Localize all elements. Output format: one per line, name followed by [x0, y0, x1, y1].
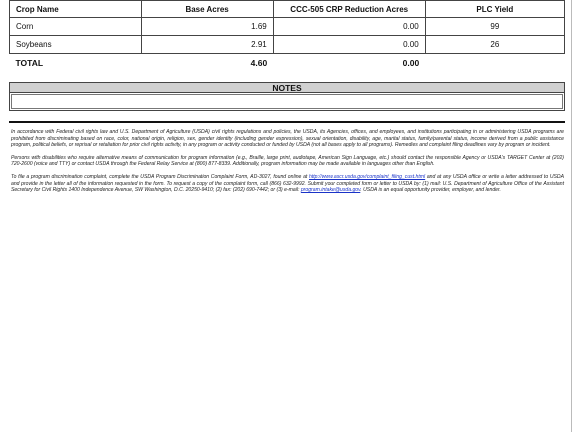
program-intake-email-link[interactable]: program.intake@usda.gov [300, 187, 361, 194]
legal-text: and at any USDA office or write a letter addressed to USDA and provide in the letter all of the information requested in the form. To request a copy of the complaint form, call (866) 632-9992. Submit your completed form or letter to USDA by: (1) mail: U.S. Department of Agriculture Office of the Assistant Secretary for Civil Rights 1400 Independence Avenue, SW Washington, D.C. 20250-9410; (2) fax: (202) 690-7442; or (3) e-mail: [11, 173, 564, 194]
legal-paragraph-1: In accordance with Federal civil rights law and U.S. Department of Agriculture (USDA) civil rights regulations and policies, the USDA, its Agencies, offices, and employees, and institutions participating in or administering USDA programs are prohibited from discriminating based on race, color, national origin, religion, sex, gender identity (including gender expression), sexual orientation, disability, age, marital status, family/parental status, income derived from a public assistance program, political beliefs, or reprisal or retaliation for prior civil rights activity, in any program or activity conducted or funded by USDA (not all bases apply to all programs). Remedies and complaint filing deadlines vary by program or incident. [11, 129, 564, 149]
cell-crop: Corn [10, 18, 142, 36]
total-plc-yield-empty [425, 54, 564, 73]
header-crp-reduction: CCC-505 CRP Reduction Acres [273, 1, 425, 18]
cell-crp-reduction: 0.00 [273, 36, 425, 54]
notes-heading: NOTES [9, 82, 565, 93]
legal-paragraph-3 [11, 174, 564, 194]
notes-box [9, 93, 565, 111]
header-crop-name: Crop Name [10, 1, 142, 18]
legal-text: To file a program discrimination complaint, complete the USDA Program Discrimination Complaint Form, AD-3027, found online at [11, 173, 309, 180]
nondiscrimination-statement [11, 129, 564, 200]
cell-base-acres: 2.91 [141, 36, 273, 54]
header-base-acres: Base Acres [141, 1, 273, 18]
total-label: TOTAL [15, 58, 44, 68]
section-divider [9, 121, 565, 123]
cell-crp-reduction: 0.00 [273, 18, 425, 36]
table-row [10, 18, 565, 36]
total-base-acres: 4.60 [250, 58, 268, 68]
header-plc-yield: PLC Yield [425, 1, 564, 18]
table-header-row [10, 1, 565, 18]
crop-acres-table [9, 0, 565, 72]
table-row [10, 36, 565, 54]
total-row [10, 54, 565, 73]
cell-crop: Soybeans [10, 36, 142, 54]
legal-text: . USDA is an equal opportunity provider, employer, and lender. [360, 187, 501, 194]
notes-content [11, 94, 563, 109]
page-edge [571, 0, 572, 432]
total-crp-reduction: 0.00 [402, 58, 420, 68]
cell-plc-yield: 99 [425, 18, 564, 36]
complaint-form-link[interactable]: http://www.ascr.usda.gov/complaint_filing_cust.html [309, 173, 426, 180]
cell-base-acres: 1.69 [141, 18, 273, 36]
legal-paragraph-2: Persons with disabilities who require alternative means of communication for program information (e.g., Braille, large print, audiotape, American Sign Language, etc.) should contact the responsible Agency or USDA's TARGET Center at (202) 720-2600 (voice and TTY) or contact USDA through the Federal Relay Service at (800) 877-8339. Additionally, program information may be made available in languages other than English. [11, 154, 564, 168]
cell-plc-yield: 26 [425, 36, 564, 54]
